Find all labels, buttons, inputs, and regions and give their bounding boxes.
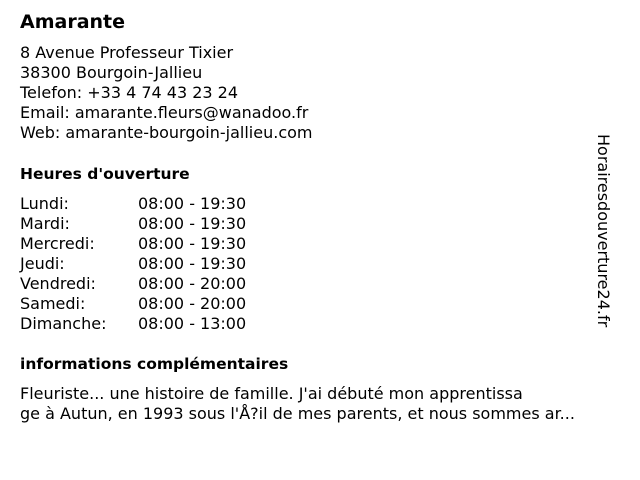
- time-range: 08:00 - 19:30: [138, 254, 247, 273]
- business-description: [20, 384, 575, 424]
- day-label: Jeudi:: [20, 254, 65, 273]
- time-range: 08:00 - 19:30: [138, 234, 247, 253]
- time-range: 08:00 - 20:00: [138, 294, 247, 313]
- time-range: 08:00 - 20:00: [138, 274, 247, 293]
- day-label: Mardi:: [20, 214, 70, 233]
- opening-hours-heading: Heures d'ouverture: [20, 165, 190, 183]
- day-label: Lundi:: [20, 194, 69, 213]
- day-label: Mercredi:: [20, 234, 95, 253]
- day-label: Samedi:: [20, 294, 86, 313]
- time-range: 08:00 - 19:30: [138, 194, 247, 213]
- time-range: 08:00 - 13:00: [138, 314, 247, 333]
- description-line: Fleuriste... une histoire de famille. J'ai débuté mon apprentissa: [20, 384, 523, 403]
- business-name: Amarante: [20, 11, 126, 33]
- city-line: 38300 Bourgoin-Jallieu: [20, 63, 203, 82]
- time-range: 08:00 - 19:30: [138, 214, 247, 233]
- site-watermark: Horairesdouverture24.fr: [594, 134, 613, 328]
- day-label: Vendredi:: [20, 274, 96, 293]
- phone-number: Telefon: +33 4 74 43 23 24: [20, 83, 239, 102]
- street-address: 8 Avenue Professeur Tixier: [20, 43, 234, 62]
- day-label: Dimanche:: [20, 314, 107, 333]
- description-line: ge à Autun, en 1993 sous l'Å?il de mes parents, et nous sommes ar...: [20, 404, 575, 423]
- contact-block: [20, 43, 312, 143]
- email-address: Email: amarante.fleurs@wanadoo.fr: [20, 103, 309, 122]
- additional-info-heading: informations complémentaires: [20, 355, 289, 373]
- website: Web: amarante-bourgoin-jallieu.com: [20, 123, 313, 142]
